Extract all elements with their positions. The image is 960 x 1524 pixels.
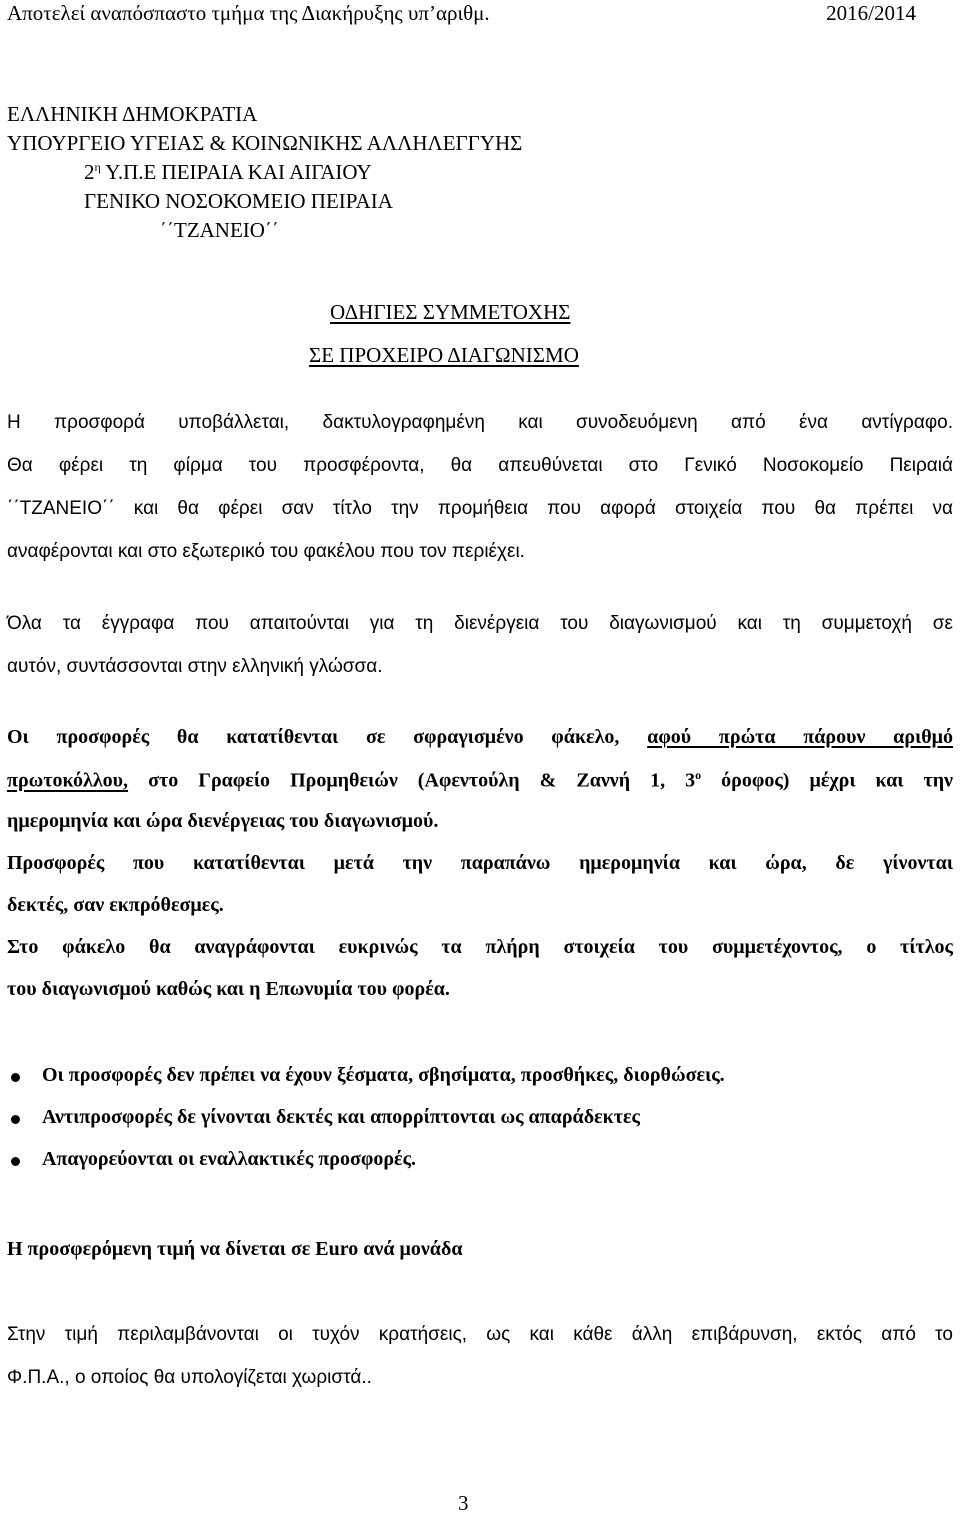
address-line-1: ΕΛΛΗΝΙΚΗ ΔΗΜΟΚΡΑΤΙΑ — [7, 102, 258, 126]
bullet-item-2: Αντιπροσφορές δε γίνονται δεκτές και απορρίπτονται ως απαράδεκτες — [42, 1106, 640, 1128]
bullet-item-1: Οι προσφορές δεν πρέπει να έχουν ξέσματα, σβησίματα, προσθήκες, διορθώσεις. — [42, 1064, 725, 1086]
paragraph-1-line-2: Θα φέρει τη φίρμα του προσφέροντα, θα απευθύνεται στο Γενικό Νοσοκομείο Πειραιά — [7, 455, 953, 476]
paragraph-3-line-2: πρωτοκόλλου, στο Γραφείο Προμηθειών (Αφεντούλη & Ζαννή 1, $3^o$ όροφος) μέχρι και την — [7, 768, 953, 792]
paragraph-2-line-2: αυτόν, συντάσσονται στην ελληνική γλώσσα. — [7, 656, 383, 677]
title-line-2: ΣΕ ΠΡΟΧΕΙΡΟ ΔΙΑΓΩΝΙΣΜΟ — [309, 343, 579, 367]
title-line-1: ΟΔΗΓΙΕΣ ΣΥΜΜΕΤΟΧΗΣ — [330, 300, 571, 324]
page-number: 3 — [458, 1491, 469, 1515]
header-left-text: Αποτελεί αναπόσπαστο τμήμα της Διακήρυξης υπ’αριθμ. — [7, 1, 490, 25]
paragraph-5-line-1: Στο φάκελο θα αναγράφονται ευκρινώς τα πλήρη στοιχεία του συμμετέχοντος, ο τίτλος — [7, 936, 953, 958]
address-line-2: ΥΠΟΥΡΓΕΙΟ ΥΓΕΙΑΣ & ΚΟΙΝΩΝΙΚΗΣ ΑΛΛΗΛΕΓΓΥΗΣ — [7, 131, 523, 155]
address-line-3: $2^\eta$ Υ.Π.Ε ΠΕΙΡΑΙΑ ΚΑΙ ΑΙΓΑΙΟΥ — [84, 160, 372, 184]
header-right-text: 2016/2014 — [826, 1, 916, 25]
paragraph-4-line-2: δεκτές, σαν εκπρόθεσμες. — [7, 894, 224, 916]
paragraph-4-line-1: Προσφορές που κατατίθενται μετά την παραπάνω ημερομηνία και ώρα, δε γίνονται — [7, 852, 953, 874]
bullet-dot — [11, 1115, 20, 1124]
bullet-item-3: Απαγορεύονται οι εναλλακτικές προσφορές. — [42, 1148, 417, 1170]
paragraph-1-line-4: αναφέρονται και στο εξωτερικό του φακέλου που τον περιέχει. — [7, 541, 525, 562]
price-heading: Η προσφερόμενη τιμή να δίνεται σε Euro ανά μονάδα — [7, 1238, 463, 1260]
paragraph-3-line-1: Οι προσφορές θα κατατίθενται σε σφραγισμένο φάκελο, αφού πρώτα πάρουν αριθμό — [7, 726, 953, 748]
address-line-4: ΓΕΝΙΚΟ ΝΟΣΟΚΟΜΕΙΟ ΠΕΙΡΑΙΑ — [84, 189, 393, 213]
paragraph-3-line-3: ημερομηνία και ώρα διενέργειας του διαγωνισμού. — [7, 810, 439, 832]
paragraph-1-line-1: Η προσφορά υποβάλλεται, δακτυλογραφημένη και συνοδευόμενη από ένα αντίγραφο. — [7, 412, 953, 433]
paragraph-2-line-1: Όλα τα έγγραφα που απαιτούνται για τη διενέργεια του διαγωνισμού και τη συμμετοχή σε — [7, 613, 953, 634]
price-line-2: Φ.Π.Α., ο οποίος θα υπολογίζεται χωριστά.. — [7, 1367, 372, 1388]
address-line-5: ΄΄ΤΖΑΝΕΙΟ΄΄ — [160, 218, 279, 242]
paragraph-1-line-3: ΄΄ΤΖΑΝΕΙΟ΄΄ και θα φέρει σαν τίτλο την προμήθεια που αφορά στοιχεία που θα πρέπει να — [7, 498, 953, 519]
price-line-1: Στην τιμή περιλαμβάνονται οι τυχόν κρατήσεις, ως και κάθε άλλη επιβάρυνση, εκτός από το — [7, 1324, 953, 1345]
bullet-dot — [11, 1157, 20, 1166]
paragraph-5-line-2: του διαγωνισμού καθώς και η Επωνυμία του φορέα. — [7, 978, 450, 1000]
bullet-dot — [11, 1073, 20, 1082]
